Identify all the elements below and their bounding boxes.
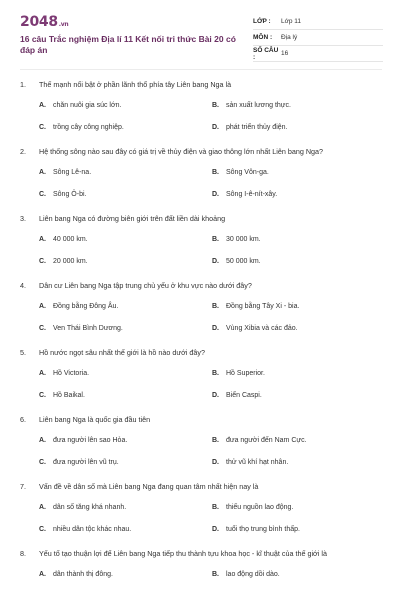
- meta-row-count: [253, 46, 383, 62]
- option-text: 40 000 km.: [53, 236, 88, 243]
- question-text: [20, 415, 382, 425]
- option-text: thiếu nguồn lao động.: [226, 504, 294, 511]
- option-b[interactable]: [212, 369, 265, 379]
- option-text: Hồ Victoria.: [53, 370, 90, 377]
- option-d[interactable]: [212, 525, 300, 535]
- question-number: 2.: [20, 147, 26, 156]
- page-header: [20, 12, 382, 64]
- option-text: đưa người lên sao Hỏa.: [53, 437, 128, 444]
- question-number: 7.: [20, 482, 26, 491]
- question-stem: Liên bang Nga là quốc gia đầu tiên: [39, 415, 151, 424]
- option-text: dân thành thị đông.: [53, 571, 113, 578]
- question-item: [20, 281, 382, 348]
- question-text: [20, 549, 382, 559]
- option-text: Sông Lê-na.: [53, 169, 92, 176]
- option-text: Sông I-ê-nít-xây.: [226, 191, 278, 198]
- question-item: [20, 348, 382, 415]
- question-number: 1.: [20, 80, 26, 89]
- option-text: 30 000 km.: [226, 236, 261, 243]
- option-letter: A.: [39, 504, 46, 511]
- option-letter: B.: [212, 169, 219, 176]
- option-b[interactable]: [212, 302, 299, 312]
- option-text: Hồ Superior.: [226, 370, 265, 377]
- question-text: [20, 80, 382, 90]
- option-b[interactable]: [212, 235, 261, 245]
- option-a[interactable]: [39, 503, 126, 513]
- question-item: [20, 482, 382, 549]
- option-letter: B.: [212, 370, 219, 377]
- option-d[interactable]: [212, 391, 262, 401]
- option-letter: D.: [212, 459, 219, 466]
- option-a[interactable]: [39, 436, 127, 446]
- option-letter: B.: [212, 504, 219, 511]
- question-item: [20, 80, 382, 147]
- option-b[interactable]: [212, 570, 280, 580]
- option-letter: D.: [212, 191, 219, 198]
- option-text: đưa người đến Nam Cực.: [226, 437, 307, 444]
- option-c[interactable]: [39, 525, 131, 535]
- option-d[interactable]: [212, 190, 277, 200]
- option-text: Vùng Xibia và các đảo.: [226, 325, 298, 332]
- option-letter: B.: [212, 303, 219, 310]
- option-text: Đồng bằng Tây Xi - bia.: [226, 303, 300, 310]
- option-letter: A.: [39, 236, 46, 243]
- question-item: [20, 549, 382, 616]
- question-item: [20, 214, 382, 281]
- option-text: Sông Ô-bi.: [53, 191, 87, 198]
- option-letter: D.: [212, 526, 219, 533]
- question-text: [20, 147, 382, 157]
- question-item: [20, 415, 382, 482]
- option-text: Đồng bằng Đông Âu.: [53, 303, 119, 310]
- question-stem: Thế mạnh nổi bật ở phần lãnh thổ phía tây Liên bang Nga là: [39, 80, 232, 89]
- option-letter: B.: [212, 571, 219, 578]
- option-a[interactable]: [39, 570, 113, 580]
- option-letter: B.: [212, 236, 219, 243]
- option-text: thử vũ khí hạt nhân.: [226, 459, 289, 466]
- question-number: 3.: [20, 214, 26, 223]
- meta-table: [253, 14, 383, 62]
- logo-domain: .vn: [58, 21, 69, 28]
- question-number: 8.: [20, 549, 26, 558]
- question-stem: Yếu tố tạo thuận lợi để Liên bang Nga tiếp thu thành tựu khoa học - kĩ thuật của thế giới là: [39, 549, 327, 558]
- option-a[interactable]: [39, 302, 118, 312]
- option-b[interactable]: [212, 436, 307, 446]
- option-b[interactable]: [212, 503, 293, 513]
- question-text: [20, 348, 382, 358]
- option-c[interactable]: [39, 190, 86, 200]
- option-c[interactable]: [39, 391, 85, 401]
- option-text: đưa người lên vũ trụ.: [53, 459, 119, 466]
- option-text: Sông Vôn-ga.: [226, 169, 269, 176]
- option-letter: D.: [212, 392, 219, 399]
- meta-row-subject: [253, 30, 383, 46]
- option-letter: D.: [212, 124, 219, 131]
- site-logo[interactable]: [20, 14, 68, 30]
- option-d[interactable]: [212, 123, 288, 133]
- meta-key: SỐ CÂU :: [253, 46, 279, 61]
- question-number: 4.: [20, 281, 26, 290]
- option-text: phát triển thủy điện.: [226, 124, 288, 131]
- meta-value: 16: [281, 50, 289, 57]
- option-b[interactable]: [212, 168, 269, 178]
- option-letter: A.: [39, 370, 46, 377]
- logo-main: 2048: [20, 14, 58, 30]
- question-text: [20, 482, 382, 492]
- option-a[interactable]: [39, 101, 121, 111]
- meta-row-class: [253, 14, 383, 30]
- option-text: lao động dồi dào.: [226, 571, 280, 578]
- option-d[interactable]: [212, 458, 288, 468]
- option-letter: C.: [39, 191, 46, 198]
- option-letter: D.: [212, 325, 219, 332]
- meta-value: Địa lý: [281, 34, 298, 41]
- option-letter: A.: [39, 169, 46, 176]
- option-letter: D.: [212, 258, 219, 265]
- header-divider: [20, 69, 382, 70]
- option-text: trồng cây công nghiệp.: [53, 124, 124, 131]
- option-a[interactable]: [39, 235, 88, 245]
- document-title: 16 câu Trắc nghiệm Địa lí 11 Kết nối tri thức Bài 20 có đáp án: [20, 34, 236, 55]
- question-text: [20, 214, 382, 224]
- question-stem: Hồ nước ngọt sâu nhất thế giới là hồ nào dưới đây?: [39, 348, 206, 357]
- question-item: [20, 147, 382, 214]
- option-letter: C.: [39, 325, 46, 332]
- option-a[interactable]: [39, 369, 89, 379]
- option-c[interactable]: [39, 123, 124, 133]
- question-list: [20, 80, 382, 616]
- option-text: Ven Thái Bình Dương.: [53, 325, 123, 332]
- option-letter: B.: [212, 437, 219, 444]
- option-text: chăn nuôi gia súc lớn.: [53, 102, 122, 109]
- question-stem: Dân cư Liên bang Nga tập trung chủ yếu ở khu vực nào dưới đây?: [39, 281, 252, 290]
- option-a[interactable]: [39, 168, 91, 178]
- option-letter: C.: [39, 392, 46, 399]
- option-c[interactable]: [39, 458, 119, 468]
- option-letter: C.: [39, 459, 46, 466]
- question-text: [20, 281, 382, 291]
- question-number: 5.: [20, 348, 26, 357]
- option-text: tuổi thọ trung bình thấp.: [226, 526, 300, 533]
- option-letter: B.: [212, 102, 219, 109]
- option-c[interactable]: [39, 324, 123, 334]
- question-number: 6.: [20, 415, 26, 424]
- question-stem: Hệ thống sông nào sau đây có giá trị về thủy điện và giao thông lớn nhất Liên bang Nga?: [39, 147, 324, 156]
- option-c[interactable]: [39, 257, 88, 267]
- question-stem: Vấn đề về dân số mà Liên bang Nga đang quan tâm nhất hiện nay là: [39, 482, 259, 491]
- meta-key: MÔN :: [253, 34, 273, 41]
- option-text: nhiều dân tộc khác nhau.: [53, 526, 132, 533]
- option-d[interactable]: [212, 324, 298, 334]
- option-text: Hồ Baikal.: [53, 392, 85, 399]
- option-letter: A.: [39, 102, 46, 109]
- meta-value: Lớp 11: [281, 18, 302, 25]
- option-b[interactable]: [212, 101, 291, 111]
- option-text: Biển Caspi.: [226, 392, 262, 399]
- option-letter: A.: [39, 571, 46, 578]
- option-d[interactable]: [212, 257, 261, 267]
- option-letter: C.: [39, 258, 46, 265]
- question-stem: Liên bang Nga có đường biên giới trên đất liền dài khoảng: [39, 214, 226, 223]
- option-text: dân số tăng khá nhanh.: [53, 504, 127, 511]
- option-letter: A.: [39, 437, 46, 444]
- option-text: 50 000 km.: [226, 258, 261, 265]
- option-letter: C.: [39, 124, 46, 131]
- option-letter: A.: [39, 303, 46, 310]
- option-text: 20 000 km.: [53, 258, 88, 265]
- meta-key: LỚP :: [253, 18, 271, 25]
- option-letter: C.: [39, 526, 46, 533]
- option-text: sản xuất lương thực.: [226, 102, 291, 109]
